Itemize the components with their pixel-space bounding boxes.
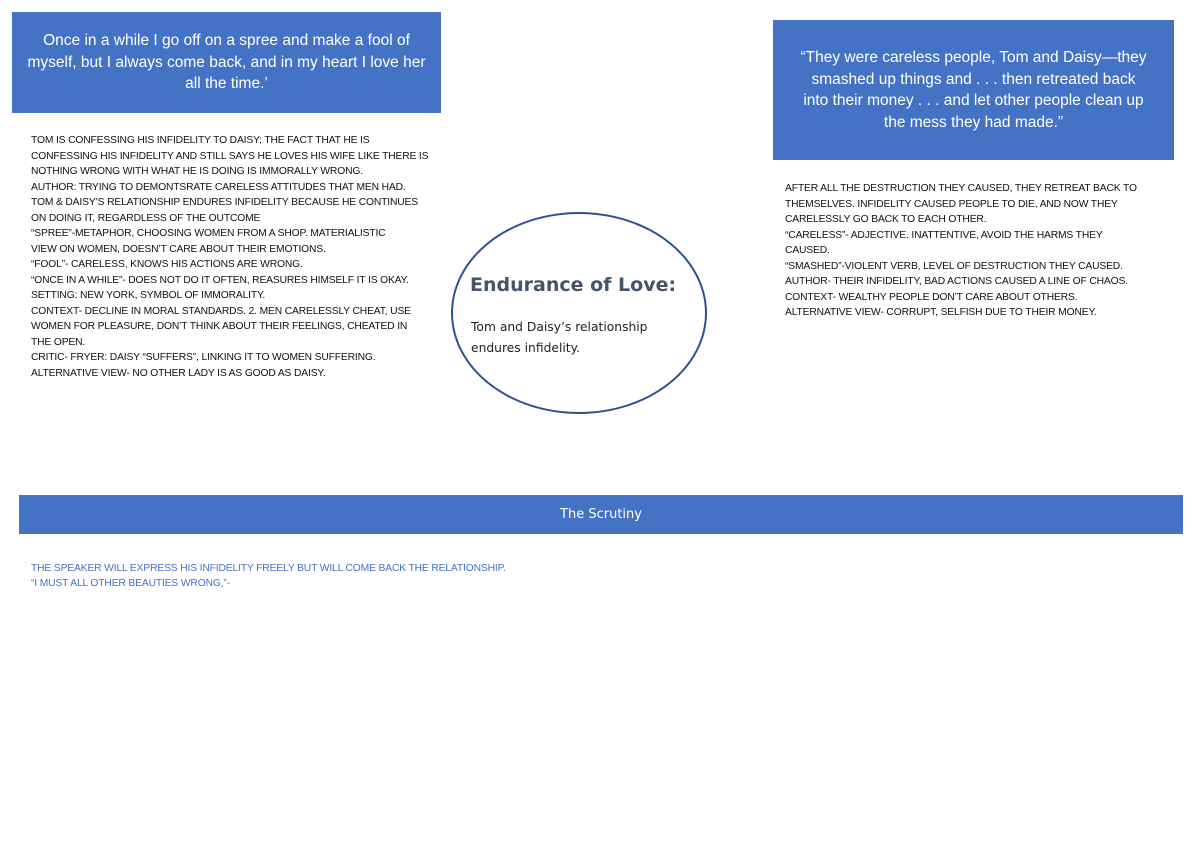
notes-right-line: CAUSED. bbox=[785, 245, 830, 256]
notes-left-line: SETTING: NEW YORK, SYMBOL OF IMMORALITY. bbox=[31, 290, 266, 301]
quote-box-right bbox=[773, 20, 1174, 160]
scrutiny-title: The Scrutiny bbox=[560, 507, 642, 522]
scrutiny-header-bar bbox=[19, 495, 1183, 534]
center-title: Endurance of Love: bbox=[470, 274, 677, 296]
notes-left-line: AUTHOR: TRYING TO DEMONTSRATE CARELESS ATTITUDES THAT MEN HAD. bbox=[31, 181, 406, 193]
notes-right-line: AFTER ALL THE DESTRUCTION THEY CAUSED, THEY RETREAT BACK TO bbox=[785, 183, 1137, 194]
scrutiny-line: THE SPEAKER WILL EXPRESS HIS INFIDELITY FREELY BUT WILL COME BACK THE RELATIONSHIP. bbox=[31, 563, 506, 574]
notes-right-line: “SMASHED”-VIOLENT VERB, LEVEL OF DESTRUCTION THEY CAUSED. bbox=[785, 260, 1123, 272]
notes-left-line: ALTERNATIVE VIEW- NO OTHER LADY IS AS GOOD AS DAISY. bbox=[31, 367, 326, 379]
notes-left-line: TOM & DAISY’S RELATIONSHIP ENDURES INFIDELITY BECAUSE HE CONTINUES bbox=[31, 197, 418, 208]
notes-right bbox=[785, 181, 1160, 321]
notes-left-line: “FOOL”- CARELESS, KNOWS HIS ACTIONS ARE WRONG. bbox=[31, 259, 303, 270]
notes-right-line: ALTERNATIVE VIEW- CORRUPT, SELFISH DUE TO THEIR MONEY. bbox=[785, 307, 1097, 318]
notes-left-line: WOMEN FOR PLEASURE, DON’T THINK ABOUT THEIR FEELINGS, CHEATED IN bbox=[31, 321, 408, 332]
notes-right-line: CARELESSLY GO BACK TO EACH OTHER. bbox=[785, 214, 987, 225]
notes-left-line: THE OPEN. bbox=[31, 336, 86, 348]
notes-left-line: “SPREE”-METAPHOR, CHOOSING WOMEN FROM A SHOP. MATERIALISTIC bbox=[31, 228, 386, 239]
notes-left-line: CONFESSING HIS INFIDELITY AND STILL SAYS HE LOVES HIS WIFE LIKE THERE IS bbox=[31, 150, 429, 162]
notes-right-line: CONTEXT- WEALTHY PEOPLE DON’T CARE ABOUT OTHERS. bbox=[785, 291, 1078, 303]
notes-left-line: CRITIC- FRYER: DAISY “SUFFERS”, LINKING IT TO WOMEN SUFFERING. bbox=[31, 352, 376, 363]
notes-left bbox=[31, 133, 441, 381]
notes-left-line: NOTHING WRONG WITH WHAT HE IS DOING IS IMMORALLY WRONG. bbox=[31, 166, 363, 177]
scrutiny-notes bbox=[31, 561, 506, 591]
notes-left-line: TOM IS CONFESSING HIS INFIDELITY TO DAISY; THE FACT THAT HE IS bbox=[31, 135, 370, 146]
quote-right-text: “They were careless people, Tom and Daisy—they smashed up things and . . . then retreated back into their money . . . and let other people clean up the mess they had made.” bbox=[800, 49, 1147, 131]
center-oval bbox=[451, 212, 707, 414]
scrutiny-line: “I MUST ALL OTHER BEAUTIES WRONG,”- bbox=[31, 578, 230, 589]
quote-left-text: Once in a while I go off on a spree and make a fool of myself, but I always come back, and in my heart I love her all the time.’ bbox=[27, 32, 426, 93]
notes-left-line: CONTEXT- DECLINE IN MORAL STANDARDS. 2. MEN CARELESSLY CHEAT, USE bbox=[31, 305, 411, 317]
center-body: Tom and Daisy’s relationship endures infidelity. bbox=[471, 320, 648, 355]
notes-right-line: AUTHOR- THEIR INFIDELITY, BAD ACTIONS CAUSED A LINE OF CHAOS. bbox=[785, 276, 1128, 287]
notes-left-line: VIEW ON WOMEN, DOESN’T CARE ABOUT THEIR EMOTIONS. bbox=[31, 243, 326, 255]
quote-box-left bbox=[12, 12, 441, 113]
notes-left-line: ON DOING IT, REGARDLESS OF THE OUTCOME bbox=[31, 212, 261, 224]
notes-right-line: THEMSELVES. INFIDELITY CAUSED PEOPLE TO DIE, AND NOW THEY bbox=[785, 198, 1118, 210]
notes-right-line: “CARELESS”- ADJECTIVE. INATTENTIVE, AVOID THE HARMS THEY bbox=[785, 229, 1103, 241]
notes-left-line: “ONCE IN A WHILE”- DOES NOT DO IT OFTEN, REASURES HIMSELF IT IS OKAY. bbox=[31, 274, 409, 286]
